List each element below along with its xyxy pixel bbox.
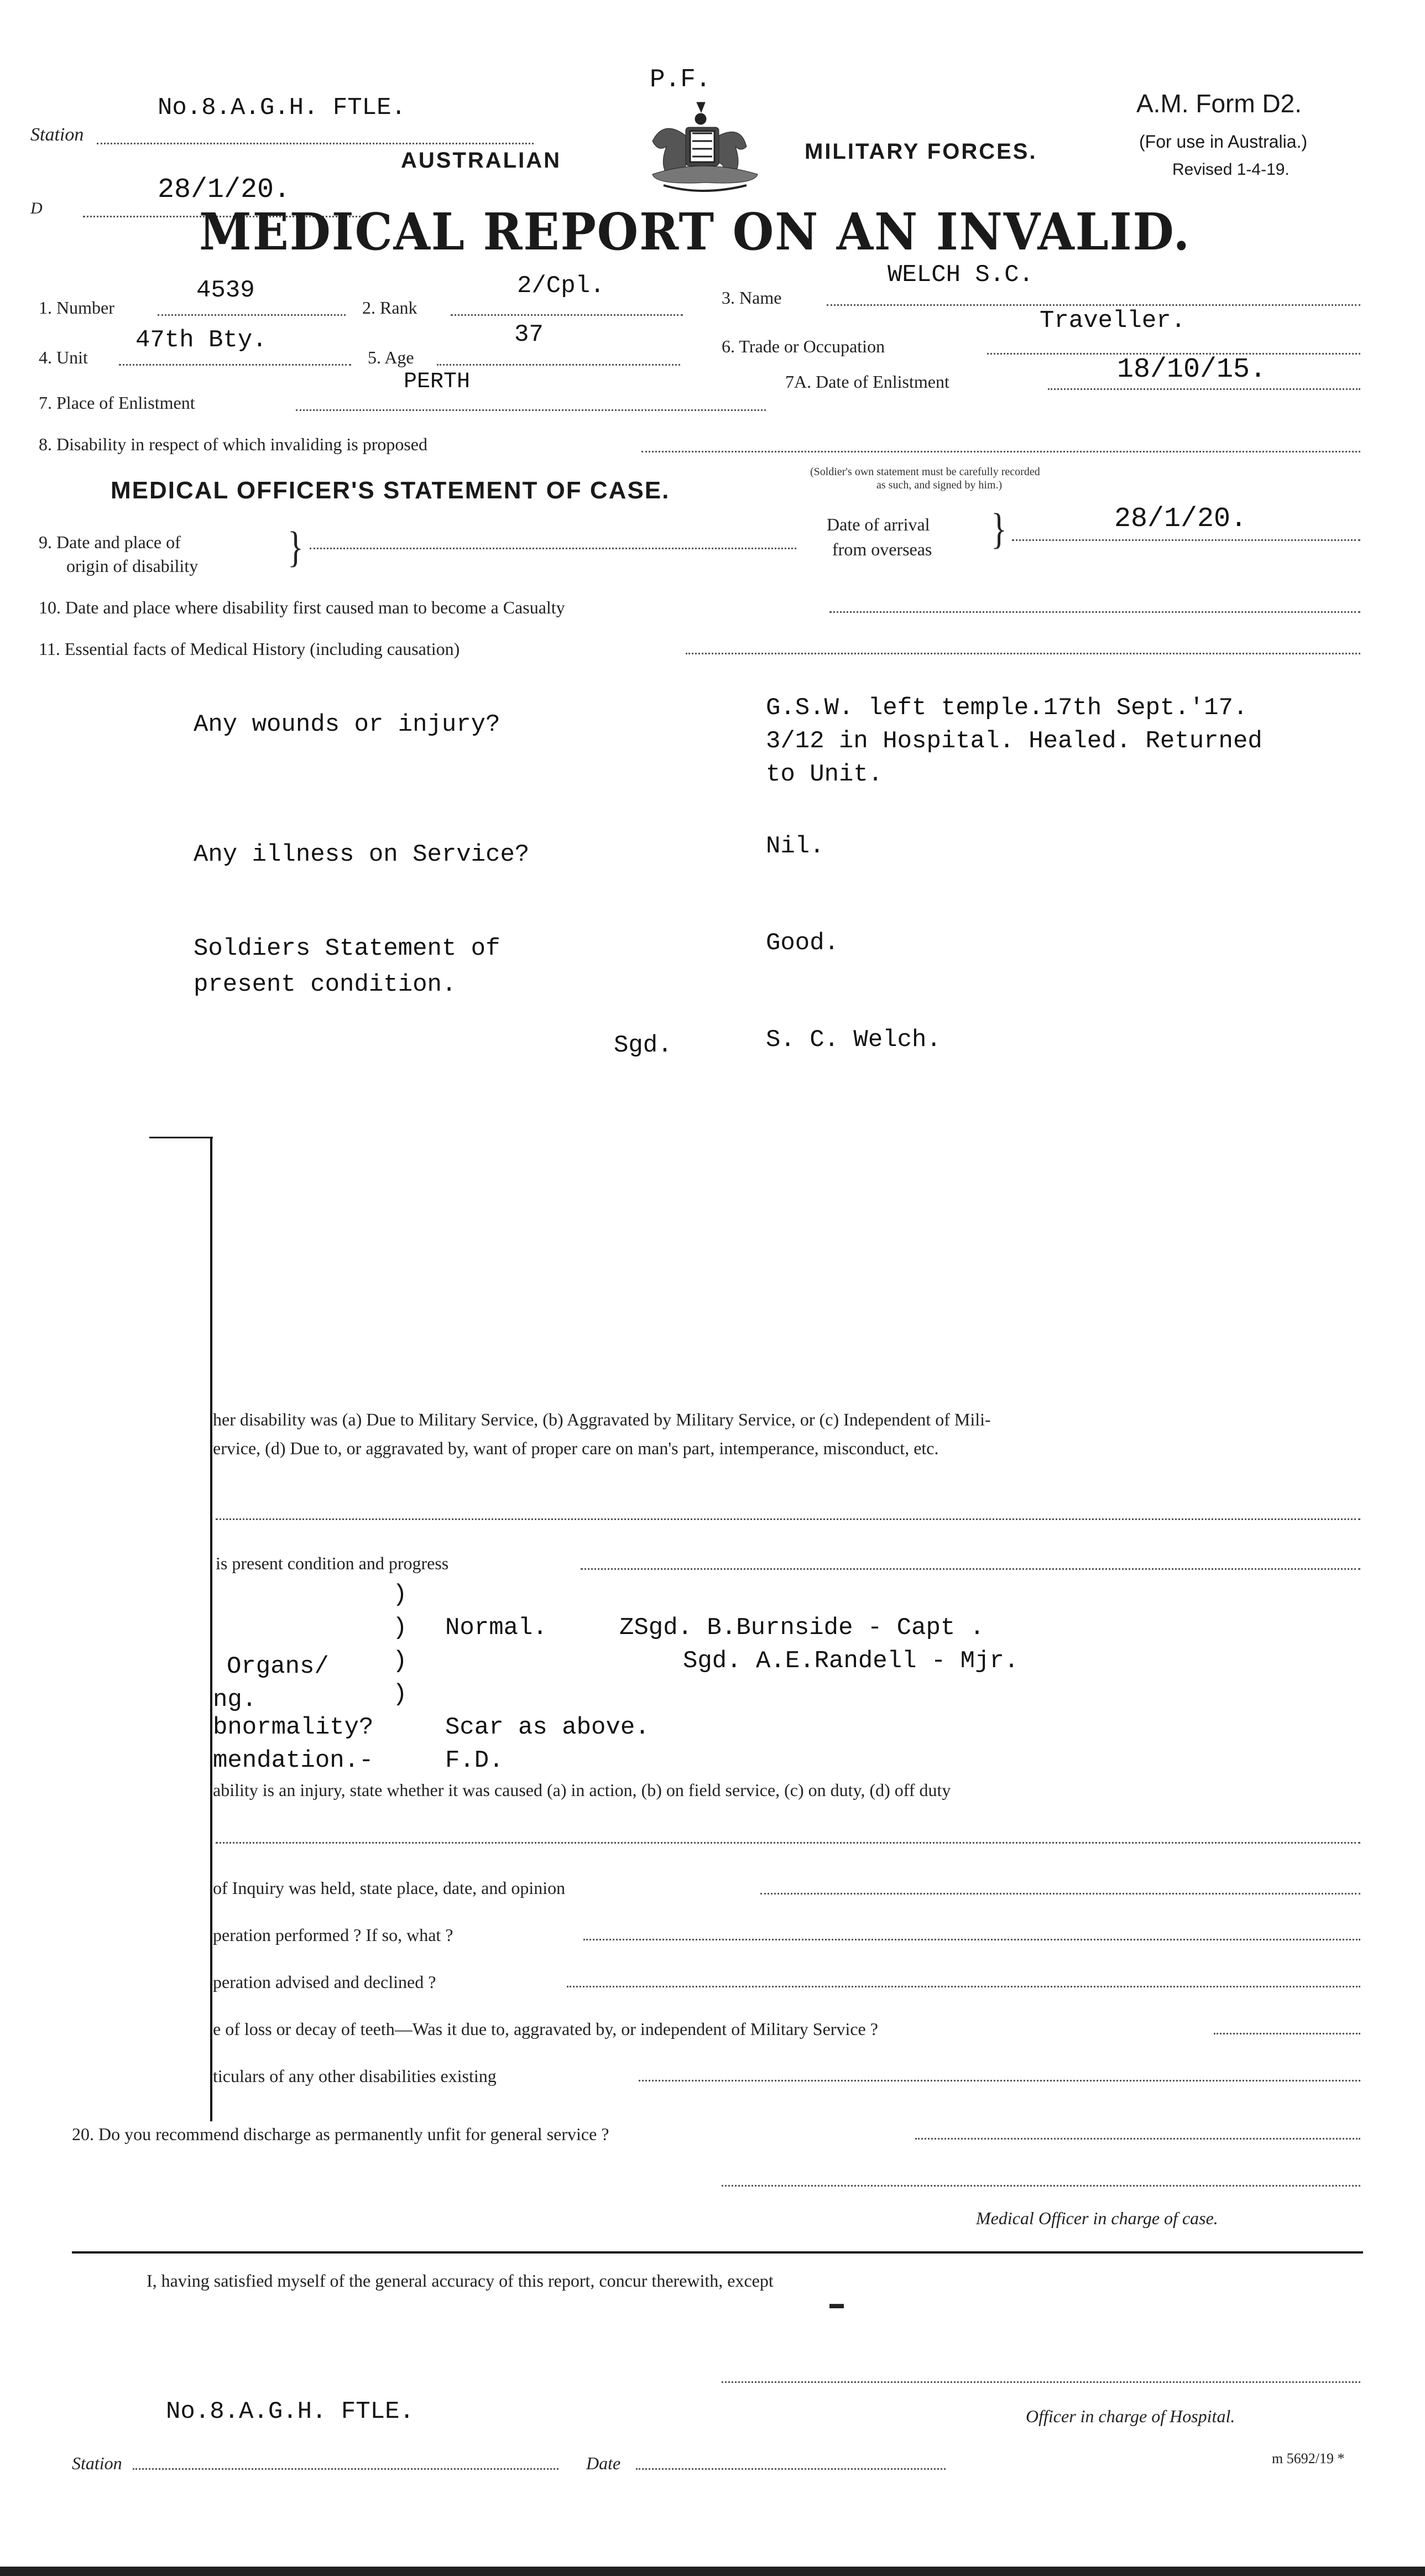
station-value: No.8.A.G.H. FTLE. [158, 94, 406, 122]
paren-1: ) [393, 1581, 408, 1609]
history-a-wounds-1: G.S.W. left temple.17th Sept.'17. [766, 694, 1248, 722]
exam-normal: Normal. [445, 1614, 547, 1642]
lower-declined-line [567, 1986, 1360, 1987]
field-name-label: 3. Name [722, 288, 782, 308]
q20-line [915, 2138, 1360, 2140]
field-rank-label: 2. Rank [362, 298, 417, 318]
form-title: MEDICAL REPORT ON AN INVALID. [199, 202, 1191, 262]
bottom-scan-edge [0, 2567, 1425, 2576]
history-a-wounds-2: 3/12 in Hospital. Healed. Returned [766, 727, 1262, 755]
field-number-line [158, 314, 346, 316]
lower-operation-line [583, 1939, 1360, 1940]
mo-signature-line [722, 2185, 1360, 2187]
lower-q-operation: peration performed ? If so, what ? [213, 1925, 453, 1945]
lower-injury-line [216, 1842, 1360, 1844]
footer-form-code: m 5692/19 * [1272, 2450, 1345, 2466]
lower-q-cause-1: her disability was (a) Due to Military Service, (b) Aggravated by Military Service, or (c) Independent of Mili- [213, 1409, 991, 1429]
paren-3: ) [393, 1647, 408, 1675]
q20-discharge: 20. Do you recommend discharge as permanently unfit for general service ? [72, 2124, 609, 2144]
field-casualty-line [829, 611, 1360, 613]
field-date-enlistment-value: 18/10/15. [1117, 354, 1267, 386]
field-name-line [827, 304, 1360, 306]
field-name-value: WELCH S.C. [888, 261, 1034, 289]
field-trade-label: 6. Trade or Occupation [722, 336, 885, 356]
paren-4: ) [393, 1680, 408, 1708]
field-age-label: 5. Age [368, 347, 414, 367]
history-a-statement: Good. [766, 929, 839, 957]
history-a-illness: Nil. [766, 832, 824, 860]
section-divider [72, 2251, 1363, 2254]
statement-note-line2: as such, and signed by him.) [876, 479, 1003, 491]
field-disability-line [641, 451, 1360, 452]
field-unit-label: 4. Unit [39, 347, 88, 367]
exam-organs: Organs/ [227, 1653, 329, 1680]
date-value: 28/1/20. [158, 174, 291, 206]
field-number-value: 4539 [196, 277, 255, 304]
form-revised: Revised 1-4-19. [1172, 160, 1290, 179]
field-place-enlistment-line [296, 409, 766, 411]
field-casualty-label: 10. Date and place where disability first caused man to become a Casualty [39, 597, 565, 617]
field-date-enlistment-line [1048, 388, 1360, 390]
field-place-enlistment-label: 7. Place of Enlistment [39, 393, 195, 413]
footer-station-value: No.8.A.G.H. FTLE. [166, 2398, 414, 2426]
bar-top-tick [149, 1137, 213, 1138]
lower-condition-line [581, 1568, 1360, 1570]
lower-inquiry-line [760, 1893, 1360, 1895]
concur-statement: I, having satisfied myself of the general accuracy of this report, concur therewith, except [147, 2271, 774, 2291]
lower-teeth-line [1214, 2033, 1360, 2034]
form-use-note: (For use in Australia.) [1139, 132, 1308, 152]
field-trade-value: Traveller. [1040, 307, 1186, 335]
soldier-signature: S. C. Welch. [766, 1026, 941, 1054]
pf-mark: P.F. [650, 65, 711, 94]
lower-q-injury: ability is an injury, state whether it was caused (a) in action, (b) on field service, (c) on duty, (d) off duty [213, 1780, 951, 1800]
history-q-wounds: Any wounds or injury? [194, 711, 500, 738]
history-q-illness: Any illness on Service? [194, 841, 530, 868]
origin-brace: } [288, 523, 304, 571]
field-place-enlistment-value: PERTH [404, 370, 471, 394]
field-number-label: 1. Number [39, 298, 114, 318]
exam-abnormality-value: Scar as above. [445, 1714, 650, 1741]
field-origin-label-a: 9. Date and place of [39, 532, 181, 552]
australian-heading: AUSTRALIAN [401, 148, 561, 173]
mo-signature-caption: Medical Officer in charge of case. [976, 2208, 1218, 2228]
arrival-brace: } [991, 504, 1007, 553]
exam-abnormality: bnormality? [213, 1714, 374, 1741]
lower-q-cause-2: ervice, (d) Due to, or aggravated by, want of proper care on man's part, intemperance, misconduct, etc. [213, 1438, 939, 1458]
exam-recommendation-value: F.D. [445, 1747, 504, 1774]
field-history-line [686, 653, 1360, 654]
statement-note-line1: (Soldier's own statement must be carefully recorded [810, 466, 1040, 478]
field-date-enlistment-label: 7A. Date of Enlistment [785, 372, 949, 392]
arrival-value: 28/1/20. [1114, 503, 1247, 535]
lower-cause-line [216, 1518, 1360, 1520]
field-origin-line [310, 548, 796, 549]
left-vertical-rule [210, 1137, 212, 2121]
station-label: Station [30, 124, 84, 145]
footer-oic-caption: Officer in charge of Hospital. [1026, 2406, 1235, 2426]
field-unit-line [119, 364, 351, 366]
field-age-line [437, 364, 680, 366]
exam-recommendation: mendation.- [213, 1747, 374, 1774]
lower-other-line [639, 2080, 1360, 2081]
footer-station-label: Station [72, 2453, 122, 2473]
field-unit-value: 47th Bty. [135, 326, 267, 354]
footer-date-line [636, 2468, 946, 2470]
lower-q-inquiry: of Inquiry was held, state place, date, and opinion [213, 1878, 566, 1898]
lower-q-declined: peration advised and declined ? [213, 1972, 436, 1992]
lower-q-teeth: e of loss or decay of teeth—Was it due to, aggravated by, or independent of Military Service ? [213, 2019, 878, 2039]
field-origin-label-b: origin of disability [66, 556, 199, 576]
field-rank-value: 2/Cpl. [517, 272, 605, 300]
soldier-sgd-label: Sgd. [614, 1032, 672, 1059]
field-disability-label: 8. Disability in respect of which invaliding is proposed [39, 434, 427, 454]
station-dotted-line [97, 143, 534, 144]
arrival-label-a: Date of arrival [827, 514, 930, 534]
oic-signature-line [722, 2381, 1360, 2383]
arrival-line [1012, 539, 1360, 541]
field-rank-line [451, 314, 683, 316]
history-q-statement-1: Soldiers Statement of [194, 935, 500, 962]
concur-mark: ▬ [829, 2296, 844, 2312]
footer-station-line [133, 2468, 558, 2470]
coat-of-arms-icon [641, 97, 769, 202]
exam-signature-1: ZSgd. B.Burnside - Capt . [619, 1614, 985, 1642]
arrival-label-b: from overseas [832, 539, 932, 559]
footer-date-label: Date [586, 2453, 621, 2473]
lower-q-condition: is present condition and progress [216, 1553, 449, 1573]
military-forces-heading: MILITARY FORCES. [805, 139, 1037, 164]
statement-heading: MEDICAL OFFICER'S STATEMENT OF CASE. [111, 477, 670, 504]
field-history-label: 11. Essential facts of Medical History (including causation) [39, 639, 460, 659]
lower-q-other: ticulars of any other disabilities existing [213, 2066, 497, 2086]
history-a-wounds-3: to Unit. [766, 761, 883, 788]
exam-signature-2: Sgd. A.E.Randell - Mjr. [683, 1647, 1019, 1675]
field-age-value: 37 [514, 321, 544, 348]
date-label: D [30, 199, 43, 217]
paren-2: ) [393, 1614, 408, 1642]
form-id: A.M. Form D2. [1136, 89, 1302, 118]
history-q-statement-2: present condition. [194, 971, 457, 998]
exam-ng: ng. [213, 1686, 257, 1714]
